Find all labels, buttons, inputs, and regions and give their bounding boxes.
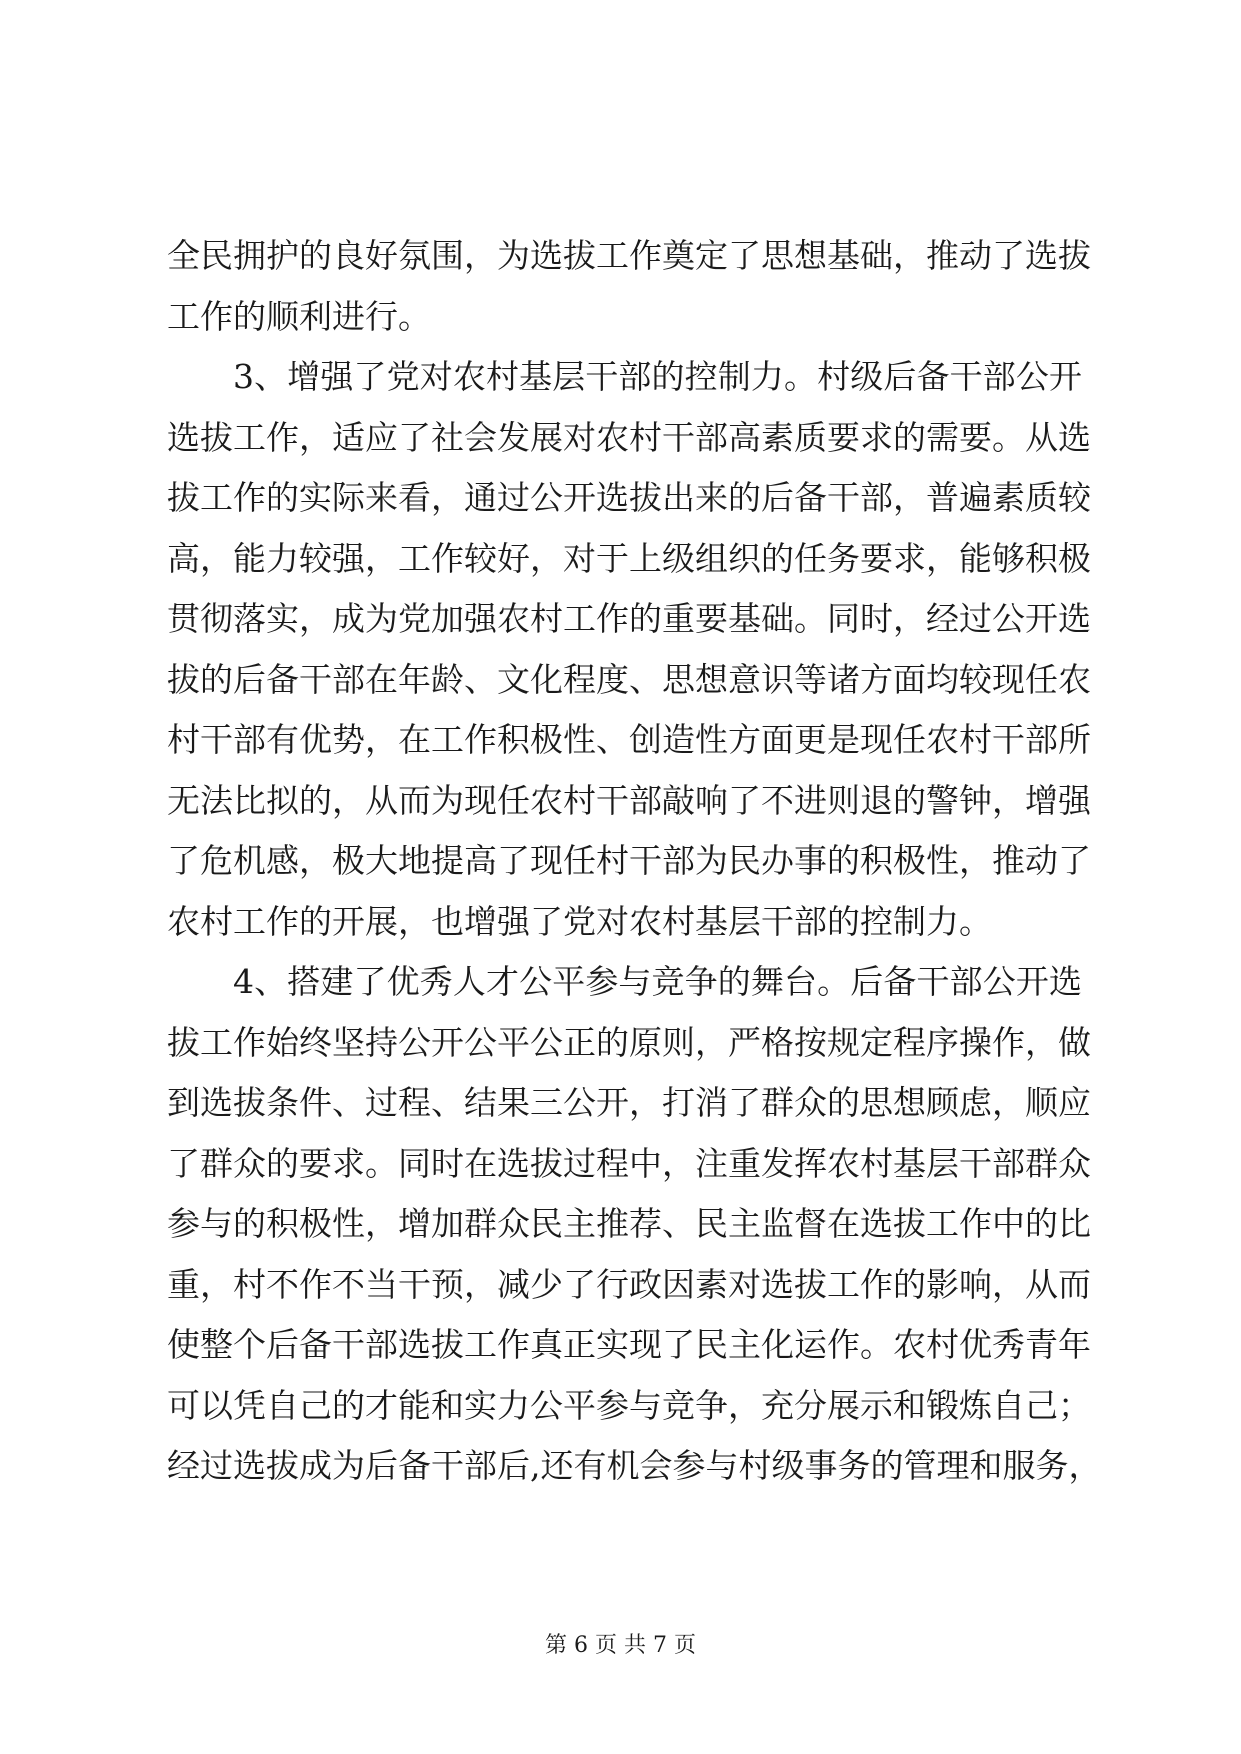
text-line: 无法比拟的，从而为现任农村干部敲响了不进则退的警钟，增强 <box>167 780 1091 820</box>
text-line: 贯彻落实，成为党加强农村工作的重要基础。同时，经过公开选 <box>167 599 1091 638</box>
text-line: 到选拔条件、过程、结果三公开，打消了群众的思想顾虑，顺应 <box>167 1083 1091 1122</box>
text-line: 工作的顺利进行。 <box>167 296 431 336</box>
text-line: 村干部有优势，在工作积极性、创造性方面更是现任农村干部所 <box>167 720 1091 759</box>
text-line: 选拔工作，适应了社会发展对农村干部高素质要求的需要。从选 <box>167 417 1091 457</box>
text-line: 了危机感，极大地提高了现任村干部为民办事的积极性，推动了 <box>167 841 1091 880</box>
text-line: 农村工作的开展，也增强了党对农村基层干部的控制力。 <box>167 901 992 941</box>
paragraph-3-heading-line: 3、增强了党对农村基层干部的控制力。村级后备干部公开 <box>233 357 1082 396</box>
body-text <box>167 226 1102 1497</box>
text-line: 拔的后备干部在年龄、文化程度、思想意识等诸方面均较现任农 <box>167 659 1091 699</box>
text-line: 高，能力较强，工作较好，对于上级组织的任务要求，能够积极 <box>167 538 1091 578</box>
text-line: 使整个后备干部选拔工作真正实现了民主化运作。农村优秀青年 <box>167 1325 1091 1364</box>
text-line: 重，村不作不当干预，减少了行政因素对选拔工作的影响，从而 <box>167 1264 1091 1304</box>
text-line: 拔工作的实际来看，通过公开选拔出来的后备干部，普遍素质较 <box>167 478 1091 517</box>
page-number-footer: 第 6 页 共 7 页 <box>545 1633 696 1658</box>
text-line: 了群众的要求。同时在选拔过程中，注重发挥农村基层干部群众 <box>167 1143 1091 1183</box>
paragraph-4-heading-line: 4、搭建了优秀人才公平参与竞争的舞台。后备干部公开选 <box>233 962 1082 1001</box>
text-line: 可以凭自己的才能和实力公平参与竞争，充分展示和锻炼自己； <box>167 1385 1091 1425</box>
text-line: 拔工作始终坚持公开公平公正的原则，严格按规定程序操作，做 <box>167 1022 1091 1062</box>
text-line: 全民拥护的良好氛围，为选拔工作奠定了思想基础，推动了选拔 <box>167 236 1091 275</box>
text-line: 经过选拔成为后备干部后,还有机会参与村级事务的管理和服务， <box>167 1446 1102 1485</box>
text-line: 参与的积极性，增加群众民主推荐、民主监督在选拔工作中的比 <box>167 1204 1091 1243</box>
